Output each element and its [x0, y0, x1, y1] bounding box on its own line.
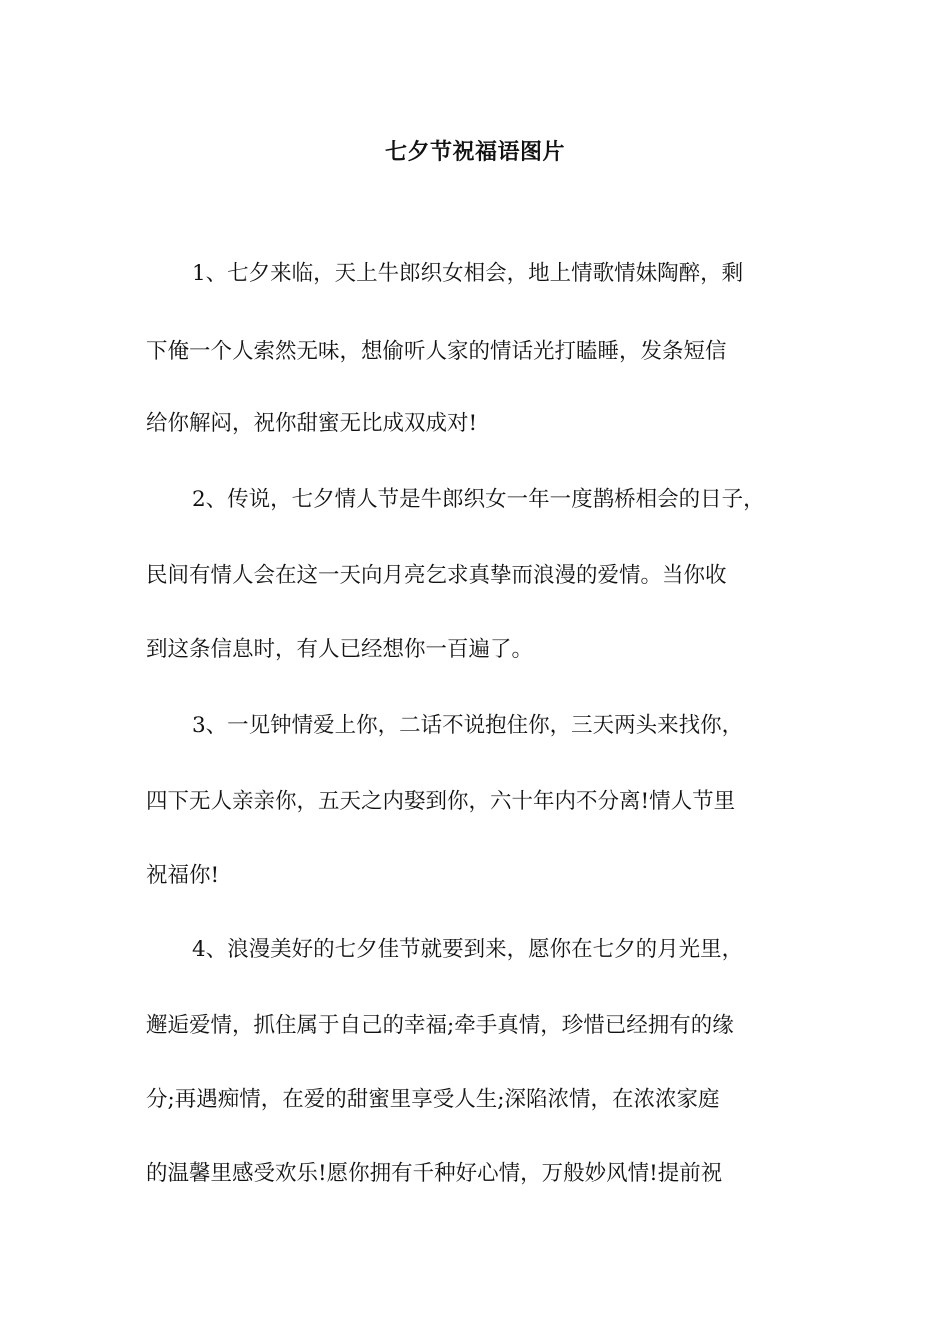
paragraph-1-line-3: 给你解闷，祝你甜蜜无比成双成对! [146, 411, 478, 436]
paragraph-4-line-1: 4、浪漫美好的七夕佳节就要到来，愿你在七夕的月光里， [192, 937, 744, 962]
paragraph-4-line-2: 邂逅爱情，抓住属于自己的幸福;牵手真情，珍惜已经拥有的缘 [146, 1013, 734, 1038]
paragraph-2-line-2: 民间有情人会在这一天向月亮乞求真挚而浪漫的爱情。当你收 [146, 563, 727, 588]
paragraph-1-line-1: 1、七夕来临，天上牛郎织女相会，地上情歌情妹陶醉，剩 [192, 261, 744, 286]
document-title: 七夕节祝福语图片 [384, 139, 565, 165]
paragraph-1-line-2: 下俺一个人索然无味，想偷听人家的情话光打瞌睡，发条短信 [146, 339, 727, 364]
paragraph-3-line-3: 祝福你! [146, 863, 220, 888]
paragraph-3-line-1: 3、一见钟情爱上你，二话不说抱住你，三天两头来找你， [192, 713, 744, 738]
paragraph-2-line-3: 到这条信息时，有人已经想你一百遍了。 [146, 637, 534, 662]
paragraph-3-line-2: 四下无人亲亲你，五天之内娶到你，六十年内不分离!情人节里 [146, 789, 736, 814]
paragraph-4-line-3: 分;再遇痴情，在爱的甜蜜里享受人生;深陷浓情，在浓浓家庭 [146, 1087, 720, 1112]
paragraph-4-line-4: 的温馨里感受欢乐!愿你拥有千种好心情，万般妙风情!提前祝 [146, 1161, 723, 1186]
paragraph-2-line-1: 2、传说，七夕情人节是牛郎织女一年一度鹊桥相会的日子， [192, 487, 765, 512]
